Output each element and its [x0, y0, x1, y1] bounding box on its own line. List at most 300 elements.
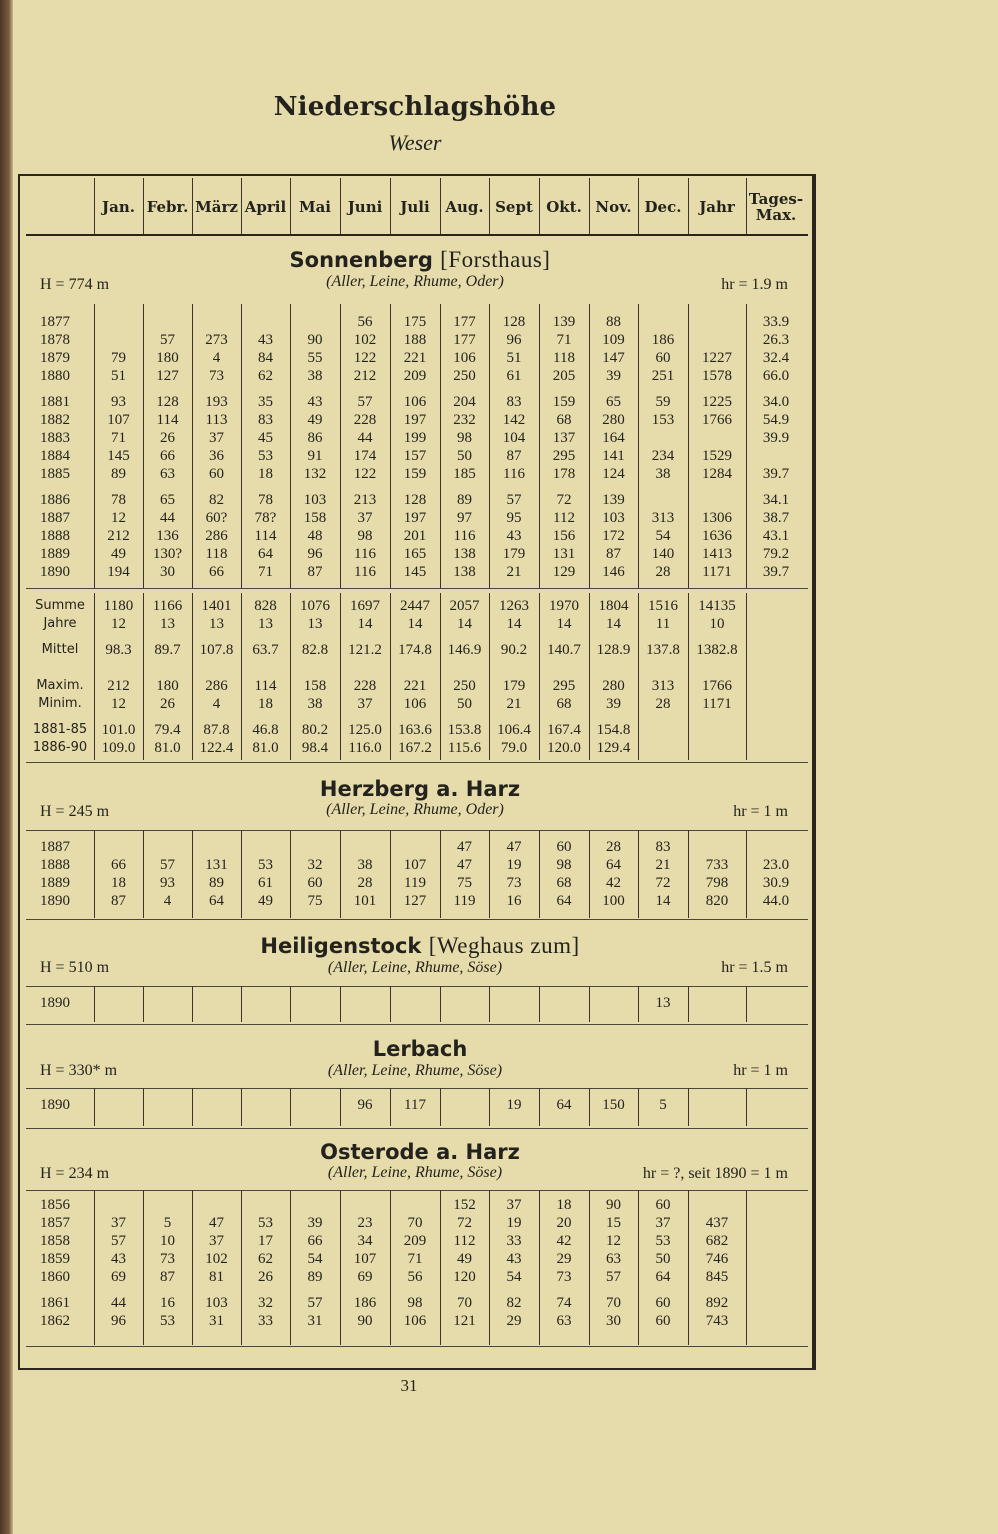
data-cell: 39.7 [762, 466, 790, 482]
data-cell: 185 [453, 466, 476, 482]
data-cell: 112 [553, 510, 575, 526]
data-cell: 103 [205, 1295, 228, 1311]
data-cell: 130? [152, 546, 183, 562]
data-cell: 43 [258, 332, 273, 348]
data-cell: 212 [353, 368, 377, 384]
data-cell: 57 [111, 1233, 126, 1249]
data-cell: 57 [506, 492, 522, 508]
data-cell: 109 [602, 332, 625, 348]
data-cell: 122 [353, 350, 377, 366]
data-cell: 43 [506, 528, 522, 544]
summary-cell: 129.4 [596, 740, 631, 756]
column-rule [440, 304, 441, 588]
data-cell: 93 [160, 875, 175, 891]
year-label: 1861 [40, 1295, 70, 1311]
data-cell: 82 [209, 492, 224, 508]
column-rule [489, 593, 490, 760]
column-rule [94, 986, 95, 1022]
column-rule [340, 304, 341, 588]
data-cell: 81 [209, 1269, 224, 1285]
summary-cell: 1263 [499, 598, 529, 614]
column-rule [746, 304, 747, 588]
data-cell: 273 [205, 332, 228, 348]
summary-cell: 1166 [152, 598, 183, 614]
data-cell: 33 [258, 1313, 273, 1329]
summary-cell: 122.4 [199, 740, 234, 756]
station-name-qualifier: [Weghaus zum] [428, 933, 580, 958]
data-cell: 70 [457, 1295, 472, 1311]
column-rule [192, 1190, 193, 1345]
data-cell: 5 [163, 1215, 172, 1231]
data-cell: 280 [602, 412, 625, 428]
summary-cell: 18 [258, 696, 273, 712]
summary-cell: 13 [258, 616, 273, 632]
data-cell: 95 [506, 510, 522, 526]
data-cell: 1227 [702, 350, 732, 366]
data-cell: 141 [602, 448, 625, 464]
summary-cell: 167.2 [398, 740, 432, 756]
data-cell: 28 [606, 839, 621, 855]
column-rule [638, 1088, 639, 1126]
station-name-main: Herzberg a. Harz [319, 777, 521, 801]
data-cell: 19 [506, 857, 522, 873]
summary-cell: 158 [303, 678, 327, 694]
column-header: März [195, 198, 238, 216]
station-gauge-height: hr = 1 m [733, 1062, 788, 1079]
column-rule [390, 1088, 391, 1126]
station-elevation: H = 510 m [40, 959, 110, 976]
column-rule [589, 304, 590, 588]
data-cell: 145 [403, 564, 427, 580]
data-cell: 23 [357, 1215, 373, 1231]
data-cell: 107 [107, 412, 130, 428]
data-cell: 63 [556, 1313, 572, 1329]
summary-label: Jahre [43, 616, 77, 631]
station-elevation: H = 245 m [40, 803, 110, 820]
data-cell: 87 [307, 564, 323, 580]
data-cell: 89 [209, 875, 224, 891]
summary-cell: 4 [212, 696, 221, 712]
data-cell: 116 [354, 546, 376, 562]
data-cell: 31 [209, 1313, 224, 1329]
summary-cell: 140.7 [547, 642, 581, 658]
data-cell: 73 [160, 1251, 175, 1267]
summary-cell: 81.0 [252, 740, 279, 756]
column-rule [94, 830, 95, 918]
summary-cell: 2057 [449, 598, 480, 614]
data-cell: 83 [258, 412, 273, 428]
data-cell: 26 [258, 1269, 273, 1285]
data-cell: 53 [258, 448, 273, 464]
data-cell: 42 [556, 1233, 572, 1249]
data-cell: 165 [403, 546, 427, 562]
data-cell: 32 [258, 1295, 273, 1311]
data-cell: 34.1 [762, 492, 790, 508]
data-cell: 845 [705, 1269, 729, 1285]
column-rule [94, 1190, 95, 1345]
data-cell: 232 [453, 412, 476, 428]
station-name-main: Heiligenstock [260, 934, 422, 958]
summary-cell: 106.4 [497, 722, 531, 738]
year-label: 1878 [40, 332, 70, 348]
summary-cell: 286 [205, 678, 228, 694]
data-cell: 54 [506, 1269, 522, 1285]
summary-cell: 68 [556, 696, 572, 712]
summary-cell: 1076 [300, 598, 330, 614]
summary-cell: 1970 [549, 598, 579, 614]
column-rule [143, 304, 144, 588]
header-rule [26, 234, 808, 236]
data-cell: 313 [651, 510, 675, 526]
column-rule [638, 593, 639, 760]
summary-cell: 174.8 [398, 642, 432, 658]
data-cell: 60 [655, 1295, 671, 1311]
data-cell: 89 [111, 466, 126, 482]
data-cell: 56 [407, 1269, 423, 1285]
data-cell: 104 [502, 430, 526, 446]
year-label: 1889 [40, 875, 70, 891]
data-cell: 57 [606, 1269, 621, 1285]
data-cell: 28 [357, 875, 373, 891]
data-cell: 69 [111, 1269, 126, 1285]
data-cell: 1413 [702, 546, 732, 562]
year-label: 1882 [40, 412, 70, 428]
data-cell: 209 [403, 1233, 427, 1249]
data-cell: 437 [705, 1215, 729, 1231]
data-cell: 38.7 [762, 510, 790, 526]
data-cell: 177 [453, 314, 476, 330]
column-rule [440, 986, 441, 1022]
year-label: 1877 [40, 314, 70, 330]
summary-cell: 37 [357, 696, 373, 712]
summary-cell: 89.7 [154, 642, 181, 658]
data-cell: 86 [307, 430, 323, 446]
data-cell: 96 [111, 1313, 126, 1329]
data-cell: 44 [111, 1295, 126, 1311]
data-cell: 39.9 [762, 430, 790, 446]
year-label: 1887 [40, 510, 70, 526]
data-cell: 87 [160, 1269, 175, 1285]
column-rule [290, 1190, 291, 1345]
data-cell: 106 [453, 350, 476, 366]
summary-cell: 1382.8 [696, 642, 738, 658]
data-cell: 44 [160, 510, 175, 526]
data-cell: 139 [602, 492, 625, 508]
data-cell: 93 [111, 394, 126, 410]
data-cell: 112 [453, 1233, 476, 1249]
summary-cell: 121.2 [348, 642, 382, 658]
data-cell: 159 [403, 466, 427, 482]
data-cell: 53 [258, 1215, 273, 1231]
column-rule [688, 1088, 689, 1126]
data-cell: 106 [403, 1313, 427, 1329]
data-cell: 90 [307, 332, 323, 348]
data-cell: 53 [258, 857, 273, 873]
data-cell: 51 [111, 368, 126, 384]
station-name-main: Osterode a. Harz [320, 1140, 520, 1164]
year-label: 1860 [40, 1269, 70, 1285]
data-cell: 186 [651, 332, 675, 348]
data-cell: 18 [111, 875, 126, 891]
data-cell: 39 [606, 368, 621, 384]
data-cell: 37 [111, 1215, 126, 1231]
summary-cell: 116.0 [348, 740, 382, 756]
data-cell: 12 [606, 1233, 621, 1249]
data-cell: 186 [353, 1295, 377, 1311]
summary-cell: 79.0 [500, 740, 528, 756]
data-cell: 49 [258, 893, 273, 909]
summary-cell: 1180 [103, 598, 134, 614]
data-cell: 116 [453, 528, 476, 544]
data-cell: 798 [705, 875, 729, 891]
column-rule [746, 830, 747, 918]
data-cell: 295 [552, 448, 576, 464]
page-number: 31 [400, 1376, 418, 1395]
data-cell: 746 [705, 1251, 729, 1267]
data-cell: 119 [404, 875, 426, 891]
station-gauge-height: hr = 1 m [733, 803, 788, 820]
data-cell: 1578 [702, 368, 732, 384]
data-cell: 156 [552, 528, 576, 544]
data-cell: 75 [307, 893, 323, 909]
data-cell: 60 [209, 466, 224, 482]
data-cell: 68 [556, 875, 572, 891]
column-rule [290, 986, 291, 1022]
station-rivers: (Aller, Leine, Rhume, Oder) [326, 273, 504, 290]
summary-cell: 250 [453, 678, 476, 694]
summary-label: 1881-85 [32, 722, 88, 737]
year-label: 1857 [40, 1215, 70, 1231]
summary-cell: 228 [353, 678, 377, 694]
data-cell: 174 [353, 448, 377, 464]
column-rule [589, 1190, 590, 1345]
data-cell: 96 [506, 332, 522, 348]
data-cell: 103 [303, 492, 327, 508]
data-cell: 118 [205, 546, 228, 562]
summary-cell: 21 [506, 696, 522, 712]
column-rule [143, 1088, 144, 1126]
summary-cell: 828 [254, 598, 277, 614]
data-cell: 117 [404, 1097, 426, 1113]
data-cell: 159 [552, 394, 576, 410]
data-cell: 43 [111, 1251, 126, 1267]
column-rule [688, 986, 689, 1022]
column-rule [241, 593, 242, 760]
data-cell: 72 [457, 1215, 472, 1231]
summary-cell: 163.6 [398, 722, 432, 738]
data-cell: 43 [506, 1251, 522, 1267]
data-cell: 64 [556, 1097, 572, 1113]
data-cell: 150 [602, 1097, 625, 1113]
data-cell: 177 [453, 332, 476, 348]
summary-label: Minim. [38, 696, 82, 711]
column-rule [688, 1190, 689, 1345]
book-spine-edge [0, 0, 13, 1534]
data-cell: 64 [209, 893, 224, 909]
data-cell: 12 [111, 510, 126, 526]
data-cell: 47 [457, 857, 472, 873]
column-header: Sept [495, 198, 533, 216]
data-cell: 136 [156, 528, 179, 544]
column-rule [290, 593, 291, 760]
data-cell: 49 [111, 546, 126, 562]
data-cell: 91 [307, 448, 323, 464]
data-cell: 127 [403, 893, 427, 909]
column-rule [589, 1088, 590, 1126]
data-cell: 44.0 [762, 893, 790, 909]
page-title: Niederschlagshöhe [273, 92, 557, 122]
summary-cell: 39 [606, 696, 621, 712]
data-cell: 59 [655, 394, 671, 410]
column-rule [143, 986, 144, 1022]
column-rule [746, 593, 747, 760]
summary-cell: 14 [457, 616, 472, 632]
data-cell: 60 [655, 1197, 671, 1213]
year-label: 1886 [40, 492, 70, 508]
data-cell: 234 [651, 448, 675, 464]
year-label: 1890 [40, 564, 70, 580]
data-cell: 103 [602, 510, 625, 526]
data-cell: 120 [453, 1269, 476, 1285]
column-rule [94, 593, 95, 760]
summary-cell: 128.9 [596, 642, 631, 658]
column-header: Okt. [546, 198, 582, 216]
column-rule [143, 1190, 144, 1345]
station-elevation: H = 330* m [40, 1062, 118, 1079]
year-label: 1890 [40, 995, 70, 1011]
data-cell: 179 [502, 546, 526, 562]
column-header: Dec. [644, 198, 682, 216]
column-rule [290, 1088, 291, 1126]
data-cell: 37 [357, 510, 373, 526]
data-cell: 114 [156, 412, 179, 428]
column-rule [489, 986, 490, 1022]
data-cell: 19 [506, 1097, 522, 1113]
summary-cell: 1516 [648, 598, 678, 614]
data-cell: 10 [160, 1233, 175, 1249]
summary-cell: 114 [254, 678, 277, 694]
data-cell: 73 [556, 1269, 572, 1285]
data-cell: 50 [457, 448, 472, 464]
data-cell: 199 [403, 430, 427, 446]
summary-cell: 146.9 [447, 642, 482, 658]
data-cell: 49 [457, 1251, 472, 1267]
year-label: 1880 [40, 368, 70, 384]
data-cell: 37 [209, 430, 224, 446]
column-rule [746, 986, 747, 1022]
data-cell: 102 [205, 1251, 228, 1267]
station-rivers: (Aller, Leine, Rhume, Söse) [327, 1062, 503, 1079]
summary-cell: 82.8 [301, 642, 329, 658]
summary-cell: 38 [307, 696, 323, 712]
data-cell: 57 [160, 332, 175, 348]
column-rule [241, 1088, 242, 1126]
data-cell: 62 [258, 1251, 273, 1267]
column-rule [340, 593, 341, 760]
data-cell: 164 [602, 430, 625, 446]
column-header: Jahr [699, 198, 735, 216]
data-cell: 172 [602, 528, 625, 544]
column-rule [489, 304, 490, 588]
data-cell: 70 [606, 1295, 621, 1311]
data-cell: 53 [655, 1233, 671, 1249]
summary-cell: 212 [107, 678, 130, 694]
data-cell: 28 [655, 564, 671, 580]
year-label: 1879 [40, 350, 70, 366]
station-elevation: H = 774 m [40, 276, 110, 293]
summary-label: Maxim. [36, 678, 84, 693]
column-rule [192, 1088, 193, 1126]
data-cell: 193 [205, 394, 228, 410]
column-rule [241, 1190, 242, 1345]
data-cell: 36 [209, 448, 224, 464]
data-cell: 212 [107, 528, 130, 544]
year-label: 1887 [40, 839, 70, 855]
data-cell: 147 [602, 350, 625, 366]
station-rivers: (Aller, Leine, Rhume, Söse) [327, 1164, 503, 1181]
data-cell: 78 [111, 492, 126, 508]
data-cell: 145 [107, 448, 130, 464]
station-rivers: (Aller, Leine, Rhume, Oder) [326, 801, 504, 818]
data-cell: 194 [107, 564, 130, 580]
data-cell: 53 [160, 1313, 175, 1329]
data-cell: 69 [357, 1269, 373, 1285]
column-rule [440, 830, 441, 918]
summary-cell: 12 [111, 616, 126, 632]
summary-cell: 14135 [698, 598, 736, 614]
data-cell: 205 [552, 368, 576, 384]
data-cell: 63 [160, 466, 175, 482]
column-rule [539, 830, 540, 918]
column-rule [192, 830, 193, 918]
page-subtitle: Weser [388, 130, 442, 155]
summary-cell: 10 [709, 616, 725, 632]
summary-cell: 79.4 [154, 722, 181, 738]
column-rule [539, 986, 540, 1022]
column-rule [489, 1088, 490, 1126]
summary-cell: 313 [651, 678, 675, 694]
data-cell: 251 [651, 368, 675, 384]
data-cell: 49 [307, 412, 323, 428]
summary-cell: 11 [655, 616, 671, 632]
year-label: 1890 [40, 1097, 70, 1113]
data-cell: 131 [552, 546, 576, 562]
summary-cell: 2447 [400, 598, 430, 614]
data-cell: 98 [407, 1295, 423, 1311]
data-cell: 54 [655, 528, 671, 544]
data-cell: 64 [606, 857, 621, 873]
year-label: 1885 [40, 466, 70, 482]
column-rule [340, 830, 341, 918]
data-cell: 96 [357, 1097, 373, 1113]
column-rule [539, 1190, 540, 1345]
data-cell: 60 [307, 875, 323, 891]
data-cell: 188 [403, 332, 427, 348]
data-cell: 37 [209, 1233, 224, 1249]
year-label: 1856 [40, 1197, 70, 1213]
data-cell: 32.4 [762, 350, 790, 366]
summary-cell: 13 [307, 616, 323, 632]
column-rule [192, 986, 193, 1022]
data-cell: 132 [303, 466, 327, 482]
summary-cell: 125.0 [348, 722, 382, 738]
data-cell: 128 [502, 314, 526, 330]
section-rule [26, 762, 808, 763]
data-cell: 29 [506, 1313, 522, 1329]
data-cell: 129 [552, 564, 576, 580]
data-cell: 66 [160, 448, 175, 464]
column-header: Aug. [445, 198, 484, 216]
